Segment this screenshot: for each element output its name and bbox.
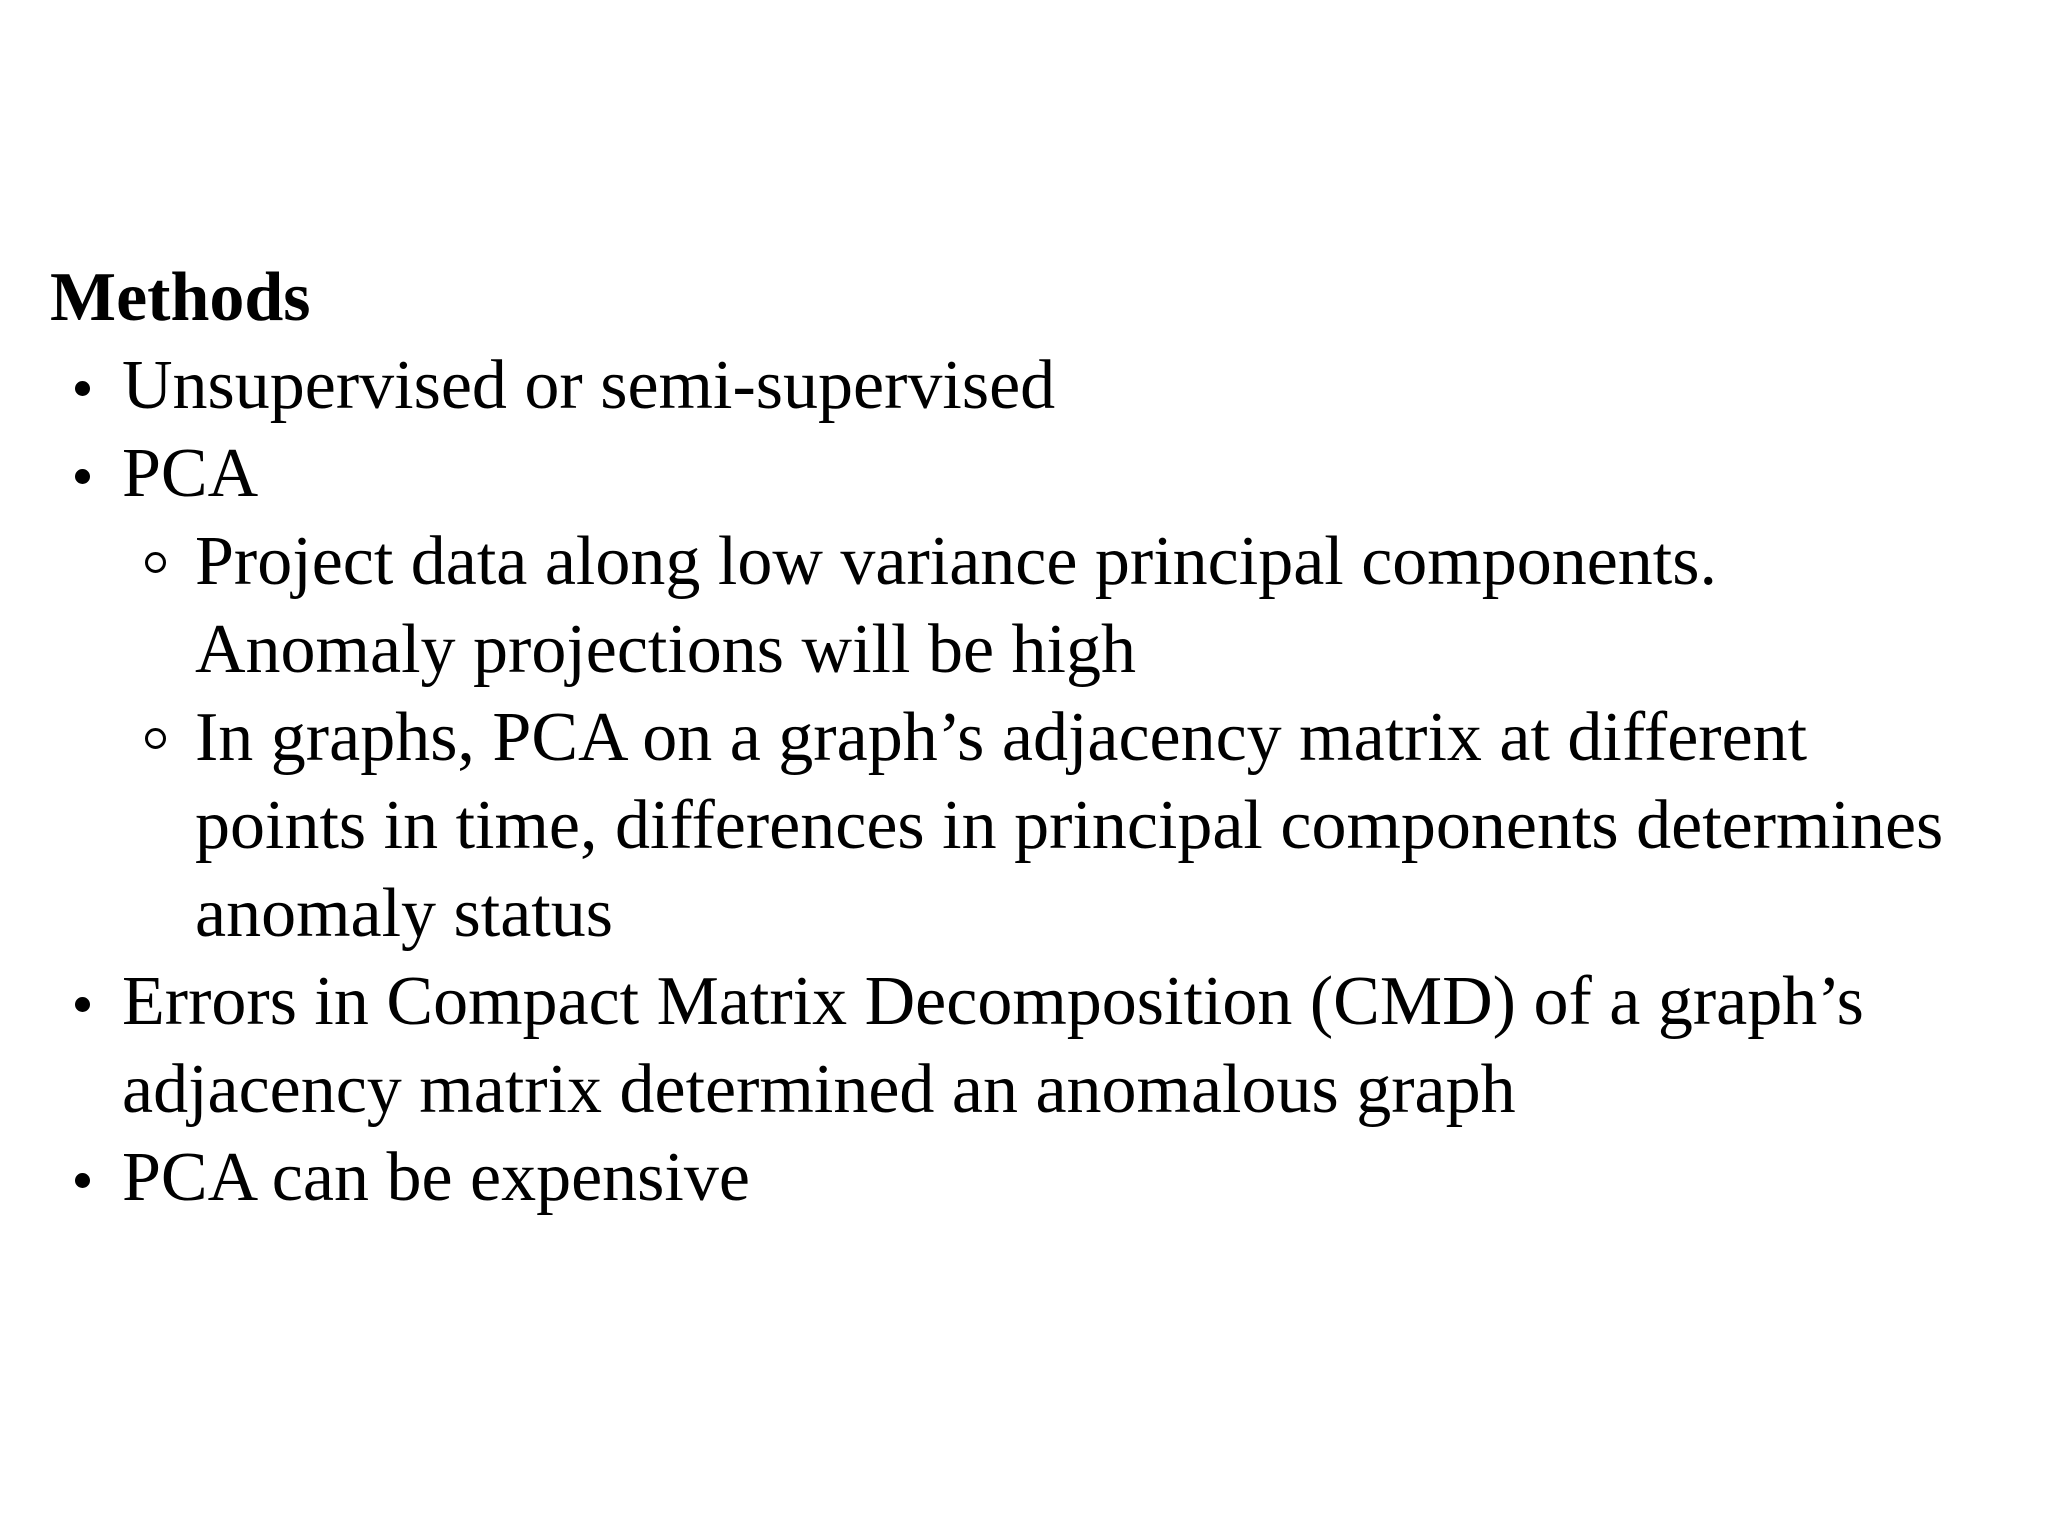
sub-bullet-item bbox=[131, 518, 2025, 694]
sub-bullet-text-line: In graphs, PCA on a graph’s adjacency matrix at different bbox=[195, 699, 1808, 776]
bullet-text: PCA can be expensive bbox=[122, 1139, 750, 1216]
bullet-text-line: adjacency matrix determined an anomalous graph bbox=[122, 1051, 1516, 1128]
slide-title: Methods bbox=[50, 259, 311, 336]
sub-bullet-item bbox=[131, 694, 2025, 958]
sub-bullet-text-line: Project data along low variance principal components. bbox=[195, 523, 1717, 600]
bullet-text-line: Errors in Compact Matrix Decomposition (CMD) of a graph’s bbox=[122, 963, 1864, 1040]
sub-bullet-text-line: points in time, differences in principal components determines bbox=[195, 787, 1944, 864]
bullet-item bbox=[55, 430, 2022, 518]
sub-bullet-text-line: Anomaly projections will be high bbox=[195, 611, 1136, 688]
bullet-item bbox=[55, 342, 2022, 430]
bullet-item bbox=[55, 1134, 2022, 1222]
sub-bullet-text-line: anomaly status bbox=[195, 875, 613, 952]
bullet-text: Unsupervised or semi-supervised bbox=[122, 347, 1056, 424]
bullet-item bbox=[55, 958, 2022, 1134]
bullet-text: PCA bbox=[122, 435, 259, 512]
